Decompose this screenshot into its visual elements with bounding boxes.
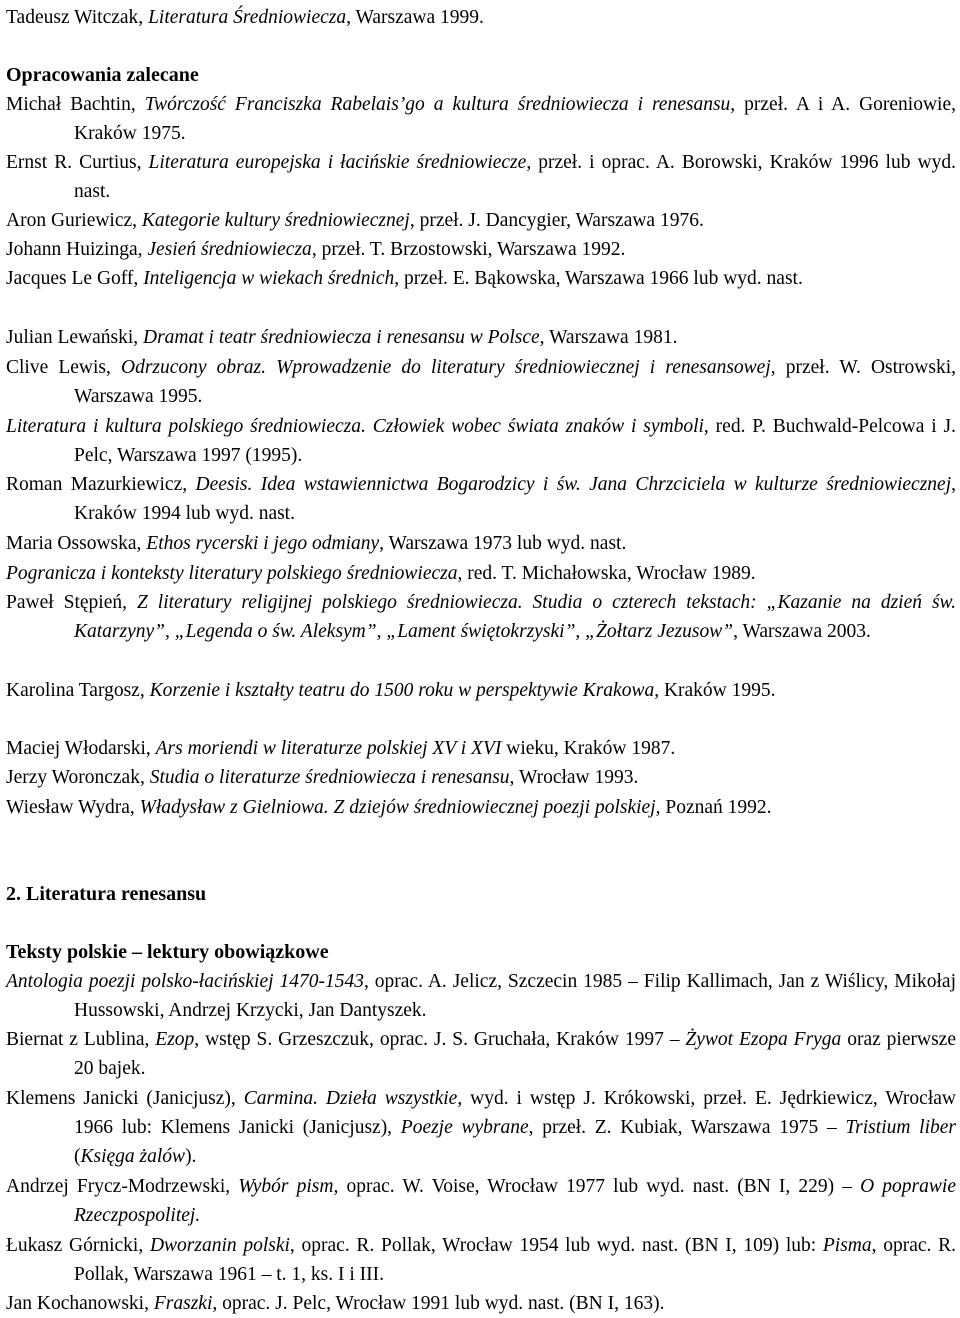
entry-text: Andrzej Frycz-Modrzewski, bbox=[6, 1176, 239, 1197]
title-text: Fraszki bbox=[153, 1293, 213, 1314]
entry-text: Jan Kochanowski, bbox=[6, 1293, 154, 1314]
entry-text: , red. P. Buchwald-Pelcowa i J. Pelc, Warszawa 1997 (1995). bbox=[74, 416, 956, 466]
bibliography-entry bbox=[6, 90, 956, 148]
title-text: O poprawie Rzeczpospolitej. bbox=[74, 1176, 956, 1226]
bibliography-entry bbox=[6, 1172, 956, 1230]
bibliography-entry bbox=[6, 3, 956, 32]
entry-text: Maria Ossowska, bbox=[6, 533, 147, 554]
title-text: Odrzucony obraz. Wprowadzenie do literatury średniowiecznej i renesansowej bbox=[121, 357, 771, 378]
bibliography-entry bbox=[6, 235, 956, 264]
title-text: Z literatury religijnej polskiego średniowiecza. Studia o czterech tekstach: „Kazanie na dzień św. Katarzyny”, „Legenda o św. Aleksym”, „Lament świętokrzyski”, „Żołtarz Jezusow” bbox=[74, 592, 956, 642]
entry-text: Karolina Targosz, bbox=[6, 680, 150, 701]
entry-text: , Poznań 1992. bbox=[655, 797, 772, 818]
bibliography-entry bbox=[6, 588, 956, 646]
title-text: Antologia poezji polsko-łacińskiej 1470-1543 bbox=[6, 971, 364, 992]
entry-text: , przeł. J. Dancygier, Warszawa 1976. bbox=[409, 210, 704, 231]
bibliography-entry bbox=[6, 1025, 956, 1083]
title-text: Carmina. Dzieła wszystkie bbox=[243, 1088, 458, 1109]
entry-text: wieku, Kraków 1987. bbox=[501, 738, 676, 759]
title-text: Literatura Średniowiecza bbox=[148, 7, 347, 28]
entry-text: , Warszawa 1999. bbox=[346, 7, 484, 28]
title-text: Kategorie kultury średniowiecznej bbox=[141, 210, 410, 231]
entry-text: , oprac. A. Jelicz, Szczecin 1985 – Filip Kallimach, Jan z Wiślicy, Mikołaj Hussowski, Andrzej Krzycki, Jan Dantyszek. bbox=[74, 971, 956, 1021]
title-text: Studia o literaturze średniowiecza i renesansu bbox=[149, 767, 510, 788]
entry-text: , przeł. Z. Kubiak, Warszawa 1975 – bbox=[528, 1117, 846, 1138]
entry-text: , przeł. A i A. Goreniowie, Kraków 1975. bbox=[74, 94, 956, 144]
entry-text: Wiesław Wydra, bbox=[6, 797, 140, 818]
entry-text: Johann Huizinga, bbox=[6, 239, 148, 260]
bibliography-entry bbox=[6, 529, 956, 558]
entry-text: , Warszawa 1981. bbox=[539, 327, 678, 348]
title-text: Wybór pism, bbox=[238, 1176, 339, 1197]
heading-required: Teksty polskie – lektury obowiązkowe bbox=[6, 941, 329, 963]
entry-text: , Kraków 1995. bbox=[654, 680, 776, 701]
entry-text: Clive Lewis, bbox=[6, 357, 121, 378]
bibliography-entry bbox=[6, 967, 956, 1025]
title-text: Dramat i teatr średniowiecza i renesansu w Polsce bbox=[143, 327, 540, 348]
entry-text: , wyd. i wstęp J. Krókowski, przeł. E. Jędrkiewicz, Wrocław 1966 lub: Klemens Janicki (Janicjusz), bbox=[74, 1088, 956, 1138]
title-text: Księga żalów bbox=[80, 1146, 186, 1167]
bibliography-entry bbox=[6, 323, 956, 352]
entry-text: Łukasz Górnicki, bbox=[6, 1235, 150, 1256]
entry-text: Aron Guriewicz, bbox=[6, 210, 142, 231]
bibliography-entry bbox=[6, 559, 956, 588]
bibliography-entry bbox=[6, 763, 956, 792]
entry-text: , przeł. T. Brzostowski, Warszawa 1992. bbox=[311, 239, 626, 260]
bibliography-entry bbox=[6, 148, 956, 206]
entry-text: , red. T. Michałowska, Wrocław 1989. bbox=[457, 563, 756, 584]
entry-text: Maciej Włodarski, bbox=[6, 738, 156, 759]
entry-text: , oprac. J. Pelc, Wrocław 1991 lub wyd. nast. (BN I, 163). bbox=[212, 1293, 665, 1314]
entry-text: , przeł. W. Ostrowski, Warszawa 1995. bbox=[74, 357, 957, 407]
title-text: Literatura europejska i łacińskie średniowiecze bbox=[148, 152, 527, 173]
title-text: Pisma bbox=[822, 1235, 872, 1256]
title-text: Ezop bbox=[155, 1029, 195, 1050]
entry-text: Paweł Stępień, bbox=[6, 592, 137, 613]
entry-text: , Warszawa 2003. bbox=[733, 621, 871, 642]
title-text: Władysław z Gielniowa. Z dziejów średniowiecznej poezji polskiej bbox=[139, 797, 656, 818]
title-text: Ethos rycerski i jego odmiany bbox=[146, 533, 380, 554]
bibliography-entry bbox=[6, 676, 956, 705]
entry-text: Roman Mazurkiewicz, bbox=[6, 474, 196, 495]
title-text: Korzenie i kształty teatru do 1500 roku w perspektywie Krakowa bbox=[149, 680, 655, 701]
bibliography-entry bbox=[6, 264, 956, 293]
bibliography-entry bbox=[6, 793, 956, 822]
title-text: Inteligencja w wiekach średnich bbox=[143, 268, 395, 289]
entry-text: Michał Bachtin, bbox=[6, 94, 145, 115]
entry-text: ). bbox=[185, 1146, 197, 1167]
title-text: Jesień średniowiecza bbox=[147, 239, 312, 260]
entry-text: Jerzy Woronczak, bbox=[6, 767, 150, 788]
entry-text: Ernst R. Curtius, bbox=[6, 152, 149, 173]
title-text: Pogranicza i konteksty literatury polskiego średniowiecza bbox=[6, 563, 458, 584]
bibliography-entry bbox=[6, 470, 956, 528]
bibliography-entry bbox=[6, 1231, 956, 1289]
entry-text: , oprac. R. Pollak, Wrocław 1954 lub wyd. nast. (BN I, 109) lub: bbox=[289, 1235, 823, 1256]
bibliography-entry bbox=[6, 412, 956, 470]
title-text: Dworzanin polski bbox=[149, 1235, 290, 1256]
entry-text: Klemens Janicki (Janicjusz), bbox=[6, 1088, 244, 1109]
section-heading: 2. Literatura renesansu bbox=[6, 883, 207, 905]
entry-text: , oprac. R. Pollak, Warszawa 1961 – t. 1, ks. I i III. bbox=[74, 1235, 956, 1285]
title-text: Żywot Ezopa Fryga bbox=[685, 1029, 842, 1050]
entry-text: Tadeusz Witczak, bbox=[6, 7, 149, 28]
bibliography-entry bbox=[6, 734, 956, 763]
bibliography-entry bbox=[6, 353, 956, 411]
entry-text: , Warszawa 1973 lub wyd. nast. bbox=[379, 533, 627, 554]
entry-text: , Kraków 1994 lub wyd. nast. bbox=[74, 474, 956, 524]
entry-text: , Wrocław 1993. bbox=[509, 767, 639, 788]
title-text: Literatura i kultura polskiego średniowiecza. Człowiek wobec świata znaków i symboli bbox=[6, 416, 704, 437]
heading-recommended: Opracowania zalecane bbox=[6, 64, 199, 86]
entry-text: Jacques Le Goff, bbox=[6, 268, 144, 289]
entry-text: Biernat z Lublina, bbox=[6, 1029, 156, 1050]
entry-text: Julian Lewański, bbox=[6, 327, 144, 348]
bibliography-entry bbox=[6, 1084, 956, 1171]
entry-text: , przeł. E. Bąkowska, Warszawa 1966 lub wyd. nast. bbox=[394, 268, 803, 289]
bibliography-entry bbox=[6, 206, 956, 235]
entry-text: , wstęp S. Grzeszczuk, oprac. J. S. Gruchała, Kraków 1997 – bbox=[194, 1029, 686, 1050]
title-text: Tristium liber bbox=[845, 1117, 956, 1138]
title-text: Twórczość Franciszka Rabelais’go a kultura średniowiecza i renesansu bbox=[144, 94, 731, 115]
bibliography-entry bbox=[6, 1289, 956, 1318]
entry-text: ( bbox=[74, 1146, 81, 1167]
title-text: Deesis. Idea wstawiennictwa Bogarodzicy i św. Jana Chrzciciela w kulturze średniowiecznej bbox=[195, 474, 952, 495]
entry-text: oraz pierwsze 20 bajek. bbox=[74, 1029, 956, 1079]
entry-text: oprac. W. Voise, Wrocław 1977 lub wyd. nast. (BN I, 229) – bbox=[338, 1176, 861, 1197]
title-text: Poezje wybrane bbox=[400, 1117, 529, 1138]
entry-text: , przeł. i oprac. A. Borowski, Kraków 1996 lub wyd. nast. bbox=[74, 152, 957, 202]
title-text: Ars moriendi w literaturze polskiej XV i XVI bbox=[155, 738, 502, 759]
